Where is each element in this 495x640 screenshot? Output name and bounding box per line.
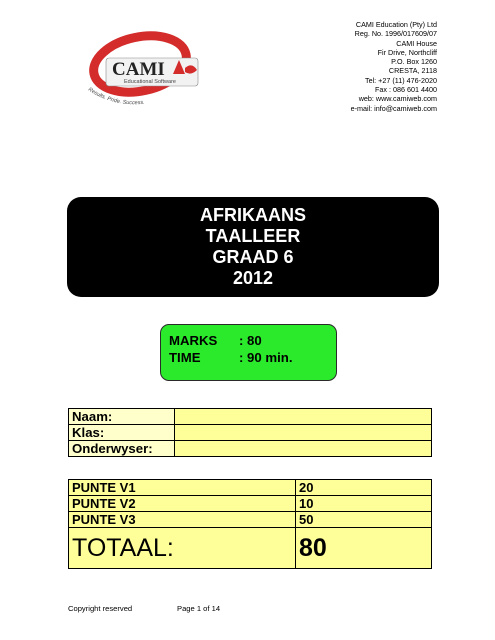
- class-field[interactable]: [175, 425, 432, 441]
- teacher-label: Onderwyser:: [69, 441, 175, 457]
- table-row: [69, 512, 432, 528]
- time-label: TIME: [169, 350, 201, 365]
- teacher-field[interactable]: [175, 441, 432, 457]
- page-number: Page 1 of 14: [177, 604, 221, 613]
- table-row: [69, 441, 432, 457]
- table-row: [69, 480, 432, 496]
- company-reg-no: Reg. No. 1996/017609/07: [354, 29, 437, 39]
- title-grade: GRAAD 6: [212, 247, 294, 267]
- title-topic: TAALLEER: [205, 226, 301, 246]
- time-value: : 90 min.: [239, 350, 293, 365]
- company-city: CRESTA, 2118: [388, 66, 437, 76]
- title-year: 2012: [232, 268, 274, 288]
- name-field[interactable]: [175, 409, 432, 425]
- score-v3-value: 50: [296, 512, 432, 528]
- marks-box: [160, 324, 337, 381]
- name-label: Naam:: [69, 409, 175, 425]
- score-v2-label: PUNTE V2: [69, 496, 296, 512]
- score-v1-value: 20: [296, 480, 432, 496]
- score-v2-value: 10: [296, 496, 432, 512]
- cami-logo-graphic: [70, 28, 235, 113]
- total-label: TOTAAL:: [69, 528, 296, 569]
- copyright-text: Copyright reserved: [68, 604, 133, 613]
- company-po-box: P.O. Box 1260: [391, 57, 437, 67]
- company-tel: Tel: +27 (11) 476-2020: [365, 75, 437, 85]
- cami-logo: [70, 28, 235, 113]
- score-v3-label: PUNTE V3: [69, 512, 296, 528]
- student-info-table: [68, 408, 432, 457]
- logo-tagline-text: Results. Pride. Success.: [86, 86, 145, 107]
- logo-brand-text: CAMI: [112, 59, 165, 80]
- footer: [68, 604, 221, 613]
- total-row: [69, 528, 432, 569]
- marks-value: : 80: [239, 333, 262, 348]
- table-row: [69, 425, 432, 441]
- company-details: [237, 20, 437, 113]
- title-box: [67, 197, 439, 297]
- total-value: 80: [296, 528, 432, 569]
- company-email: e-mail: info@camiweb.com: [350, 103, 437, 113]
- company-web: web: www.camiweb.com: [358, 94, 437, 104]
- class-label: Klas:: [69, 425, 175, 441]
- company-name: CAMI Education (Pty) Ltd: [355, 20, 437, 29]
- marks-label: MARKS: [169, 333, 218, 348]
- table-row: [69, 496, 432, 512]
- company-building: CAMI House: [396, 38, 437, 48]
- company-fax: Fax : 086 601 4400: [375, 85, 437, 95]
- logo-subtitle-text: Educational Software: [124, 79, 176, 85]
- score-v1-label: PUNTE V1: [69, 480, 296, 496]
- title-subject: AFRIKAANS: [200, 205, 306, 225]
- table-row: [69, 409, 432, 425]
- company-street: Fir Drive, Northcliff: [377, 47, 437, 57]
- score-table: [68, 479, 432, 569]
